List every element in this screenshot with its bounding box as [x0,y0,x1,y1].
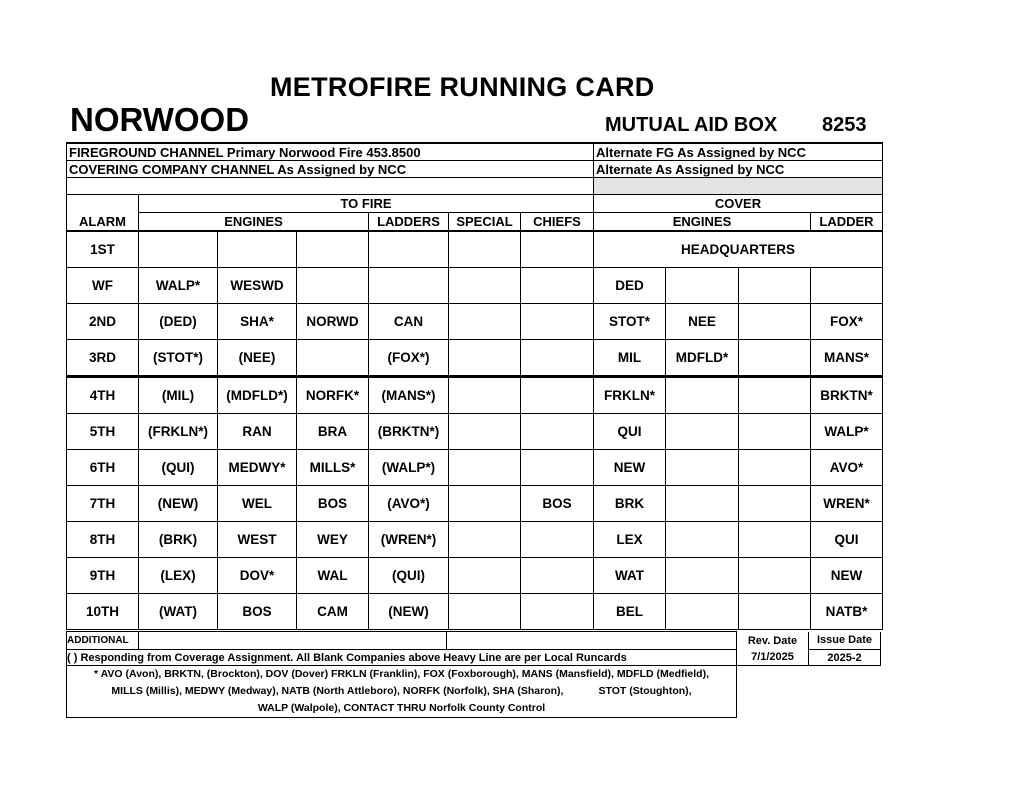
chief [521,558,594,594]
blank-gray-cell [594,178,883,195]
blank-cell [67,178,594,195]
chief: BOS [521,486,594,522]
rev-date-value: 7/1/2025 [737,650,809,666]
ladder [369,268,449,304]
cover-ladder: FOX* [811,304,883,340]
cover-engine-1: WAT [594,558,666,594]
special [449,340,521,377]
ladder: (FOX*) [369,340,449,377]
mutual-aid-box-label: MUTUAL AID BOX [605,114,778,136]
engine-3 [297,268,369,304]
alarm-level: 3RD [67,340,139,377]
engine-1 [139,231,218,268]
engine-2: (NEE) [218,340,297,377]
additional-label: ADDITIONAL [67,632,139,650]
footer-table [66,631,881,718]
cover-engine-1: DED [594,268,666,304]
legend-line-1: * AVO (Avon), BRKTN, (Brockton), DOV (Dover) FRKLN (Franklin), FOX (Foxborough), MANS (Mansfield), MDFLD (Medfield), [94,668,709,680]
special [449,522,521,558]
special [449,268,521,304]
chief [521,450,594,486]
engine-3 [297,340,369,377]
cover-ladder: AVO* [811,450,883,486]
fireground-channel: FIREGROUND CHANNEL Primary Norwood Fire 453.8500 [67,143,594,161]
cover-ladder-column-header: LADDER [811,213,883,232]
cover-engine-1: FRKLN* [594,377,666,414]
cover-engine-1: BRK [594,486,666,522]
cover-engine-3 [739,304,811,340]
cover-ladder: WREN* [811,486,883,522]
cover-engine-3 [739,268,811,304]
chief [521,522,594,558]
alarm-level: 8TH [67,522,139,558]
special [449,231,521,268]
alternate-channel: Alternate As Assigned by NCC [594,161,883,178]
column-header-row [67,213,883,232]
engine-1: (BRK) [139,522,218,558]
cover-ladder: WALP* [811,414,883,450]
abbreviation-legend [67,666,737,718]
cover-header: COVER [594,195,883,213]
chiefs-column-header: CHIEFS [521,213,594,232]
engine-2: DOV* [218,558,297,594]
town-name: NORWOOD [70,101,250,138]
alarm-row-5th [67,414,883,450]
engine-2: WEL [218,486,297,522]
issue-date-value: 2025-2 [809,650,881,666]
cover-engine-1: BEL [594,594,666,630]
alarm-header-spacer [67,195,139,213]
alarm-level: 6TH [67,450,139,486]
cover-engine-3 [739,450,811,486]
additional-row [67,632,881,650]
fireground-channel-row [67,143,883,161]
covering-channel-row [67,161,883,178]
cover-engine-2 [666,558,739,594]
alarm-row-9th [67,558,883,594]
cover-engine-3 [739,558,811,594]
cover-engine-1: STOT* [594,304,666,340]
cover-engine-1: MIL [594,340,666,377]
ladder: (NEW) [369,594,449,630]
cover-engine-3 [739,522,811,558]
ladder: CAN [369,304,449,340]
cover-engine-2: NEE [666,304,739,340]
alarm-level: WF [67,268,139,304]
engine-1: WALP* [139,268,218,304]
cover-engine-2: MDFLD* [666,340,739,377]
covering-channel: COVERING COMPANY CHANNEL As Assigned by NCC [67,161,594,178]
cover-engine-2 [666,486,739,522]
cover-engines-column-header: ENGINES [594,213,811,232]
engine-3: NORWD [297,304,369,340]
engine-3 [297,231,369,268]
chief [521,340,594,377]
note-row [67,650,881,666]
box-number: 8253 [822,114,867,136]
coverage-note: ( ) Responding from Coverage Assignment. All Blank Companies above Heavy Line are per Local Runcards [67,650,737,666]
cover-engine-3 [739,340,811,377]
special [449,450,521,486]
special [449,486,521,522]
cover-ladder: NEW [811,558,883,594]
engine-3: WAL [297,558,369,594]
alarm-row-2nd [67,304,883,340]
chief [521,377,594,414]
engine-2: WESWD [218,268,297,304]
cover-engine-3 [739,414,811,450]
alarm-level: 1ST [67,231,139,268]
alarm-level: 7TH [67,486,139,522]
cover-ladder: BRKTN* [811,377,883,414]
ladder: (AVO*) [369,486,449,522]
engines-column-header: ENGINES [139,213,369,232]
ladders-column-header: LADDERS [369,213,449,232]
alarm-row-4th [67,377,883,414]
cover-engine-3 [739,377,811,414]
engine-3: CAM [297,594,369,630]
alarm-column-header: ALARM [67,213,139,232]
engine-3: NORFK* [297,377,369,414]
engine-1: (FRKLN*) [139,414,218,450]
alarm-level: 4TH [67,377,139,414]
engine-3: MILLS* [297,450,369,486]
special-column-header: SPECIAL [449,213,521,232]
engine-2: (MDFLD*) [218,377,297,414]
engine-1: (WAT) [139,594,218,630]
engine-1: (NEW) [139,486,218,522]
engine-2: BOS [218,594,297,630]
additional-cell-2 [447,632,737,650]
chief [521,414,594,450]
cover-engine-2 [666,594,739,630]
cover-engine-2 [666,522,739,558]
engine-2 [218,231,297,268]
engine-2: MEDWY* [218,450,297,486]
cover-engine-2 [666,268,739,304]
alarm-level: 2ND [67,304,139,340]
cover-engine-3 [739,594,811,630]
legend-row [67,666,881,718]
chief [521,231,594,268]
engine-1: (LEX) [139,558,218,594]
special [449,304,521,340]
alarm-row-wf [67,268,883,304]
cover-engine-2 [666,414,739,450]
engine-3: WEY [297,522,369,558]
chief [521,268,594,304]
cover-engine-1: NEW [594,450,666,486]
cover-engine-2 [666,450,739,486]
engine-2: RAN [218,414,297,450]
running-card-table [66,142,883,630]
alarm-row-6th [67,450,883,486]
ladder: (BRKTN*) [369,414,449,450]
legend-line-3: WALP (Walpole), CONTACT THRU Norfolk County Control [257,702,546,714]
rev-date-label: Rev. Date [737,632,809,650]
ladder: (QUI) [369,558,449,594]
ladder [369,231,449,268]
cover-engine-2 [666,377,739,414]
engine-1: (STOT*) [139,340,218,377]
alarm-row-8th [67,522,883,558]
alarm-row-7th [67,486,883,522]
engine-1: (QUI) [139,450,218,486]
cover-ladder: QUI [811,522,883,558]
chief [521,594,594,630]
cover-ladder [811,268,883,304]
blank-row [67,178,883,195]
engine-2: WEST [218,522,297,558]
cover-ladder: NATB* [811,594,883,630]
engine-3: BOS [297,486,369,522]
engine-1: (DED) [139,304,218,340]
legend-line-2: MILLS (Millis), MEDWY (Medway), NATB (North Attleboro), NORFK (Norfolk), SHA (Sharon), STOT (Stoughton), [111,685,692,697]
first-alarm-cover: HEADQUARTERS [594,231,883,268]
engine-2: SHA* [218,304,297,340]
alarm-row-1st [67,231,883,268]
cover-engine-1: QUI [594,414,666,450]
cover-engine-3 [739,486,811,522]
engine-3: BRA [297,414,369,450]
to-fire-header: TO FIRE [139,195,594,213]
ladder: (WREN*) [369,522,449,558]
alarm-level: 9TH [67,558,139,594]
ladder: (WALP*) [369,450,449,486]
ladder: (MANS*) [369,377,449,414]
special [449,594,521,630]
issue-date-label: Issue Date [809,632,881,650]
additional-cell-1 [139,632,447,650]
cover-ladder: MANS* [811,340,883,377]
special [449,377,521,414]
group-header-row [67,195,883,213]
special [449,414,521,450]
alternate-fg-channel: Alternate FG As Assigned by NCC [594,143,883,161]
alarm-row-3rd [67,340,883,377]
card-title: METROFIRE RUNNING CARD [270,72,655,102]
special [449,558,521,594]
alarm-level: 5TH [67,414,139,450]
alarm-row-10th [67,594,883,630]
cover-engine-1: LEX [594,522,666,558]
chief [521,304,594,340]
engine-1: (MIL) [139,377,218,414]
empty-corner [737,666,881,718]
alarm-level: 10TH [67,594,139,630]
